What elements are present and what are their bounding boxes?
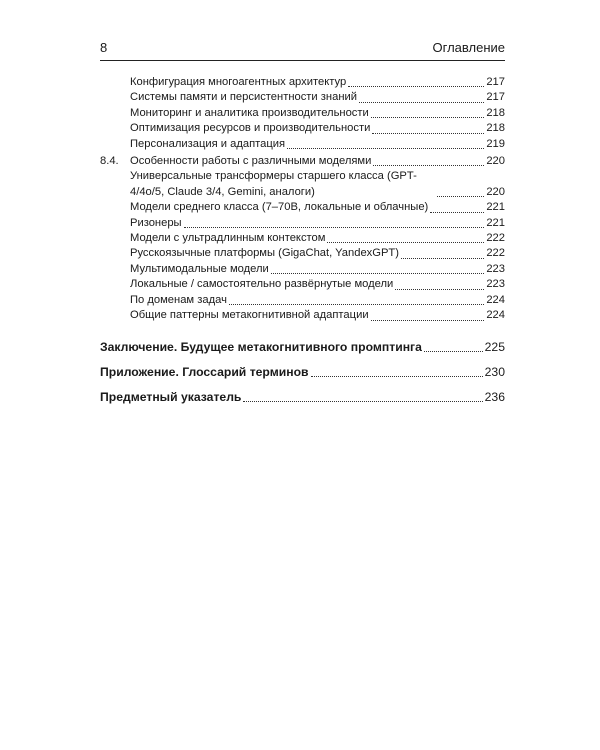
dot-leader <box>311 376 483 377</box>
dot-leader <box>229 304 484 305</box>
toc-major-title: Приложение. Глоссарий терминов <box>100 364 309 379</box>
toc-entry[interactable] <box>100 121 505 136</box>
toc-entry-page: 220 <box>486 155 505 168</box>
toc-section-number: 8.4. <box>100 155 119 168</box>
toc-entry-title: Ризонеры <box>130 216 182 229</box>
toc-entry-page: 224 <box>486 293 505 306</box>
toc-entry-title: Персонализация и адаптация <box>130 137 286 150</box>
toc-entry-page: 230 <box>484 364 505 379</box>
toc-entry-page: 224 <box>486 309 505 322</box>
toc-section-entry[interactable] <box>100 154 505 169</box>
dot-leader <box>401 258 484 259</box>
dot-leader <box>184 227 485 228</box>
toc-entry-page: 223 <box>486 262 505 275</box>
dot-leader <box>395 289 484 290</box>
toc-entry-title: Особенности работы с различными моделями <box>130 155 372 168</box>
toc-entry[interactable] <box>100 231 505 246</box>
toc-entry[interactable] <box>100 169 505 200</box>
dot-leader <box>359 102 484 103</box>
toc-entry[interactable] <box>100 216 505 231</box>
toc-entry[interactable] <box>100 75 505 90</box>
toc-entry[interactable] <box>100 277 505 292</box>
table-of-contents <box>100 75 505 405</box>
toc-entry-page: 217 <box>486 91 505 104</box>
toc-entry-page: 222 <box>486 232 505 245</box>
toc-entry-title: Мультимодальные модели <box>130 262 269 275</box>
dot-leader <box>437 196 484 197</box>
toc-major-title: Заключение. Будущее метакогнитивного промптинга <box>100 339 422 354</box>
toc-entry[interactable] <box>100 293 505 308</box>
toc-entry-page: 218 <box>486 122 505 135</box>
toc-entry-title: Системы памяти и персистентности знаний <box>130 91 357 104</box>
toc-entry-title: Русскоязычные платформы (GigaChat, YandexGPT) <box>130 247 399 260</box>
toc-major-entry[interactable] <box>100 339 505 355</box>
dot-leader <box>430 212 484 213</box>
dot-leader <box>348 86 484 87</box>
toc-entry-title: Конфигурация многоагентных архитектур <box>130 76 347 88</box>
toc-entry[interactable] <box>100 200 505 215</box>
toc-entry[interactable] <box>100 137 505 152</box>
toc-entry-title: Локальные / самостоятельно развёрнутые модели <box>130 278 394 291</box>
toc-entry-title: Мониторинг и аналитика производительности <box>130 106 369 119</box>
toc-entry-page: 219 <box>486 137 505 150</box>
dot-leader <box>373 165 484 166</box>
page-number: 8 <box>100 40 108 55</box>
dot-leader <box>327 242 484 243</box>
dot-leader <box>287 148 484 149</box>
toc-entry-page: 223 <box>486 278 505 291</box>
toc-entry[interactable] <box>100 106 505 121</box>
toc-entry-title: Оптимизация ресурсов и производительности <box>130 122 371 135</box>
toc-entry-title: Универсальные трансформеры старшего класса (GPT-4/4o/5, Claude 3/4, Gemini, аналоги) <box>130 170 417 198</box>
toc-entry-page: 221 <box>486 201 505 214</box>
dot-leader <box>372 133 484 134</box>
toc-entry-page: 217 <box>486 76 505 88</box>
dot-leader <box>371 117 485 118</box>
running-title: Оглавление <box>432 40 505 55</box>
toc-major-entry[interactable] <box>100 389 505 405</box>
toc-major-title: Предметный указатель <box>100 389 242 404</box>
toc-entry[interactable] <box>100 90 505 105</box>
toc-entry[interactable] <box>100 308 505 323</box>
toc-entry-title: По доменам задач <box>130 293 227 306</box>
toc-entry-page: 222 <box>486 247 505 260</box>
running-header <box>100 40 505 55</box>
toc-entry-title: Общие паттерны метакогнитивной адаптации <box>130 309 369 322</box>
dot-leader <box>424 351 483 352</box>
toc-entry-title: Модели с ультрадлинным контекстом <box>130 232 326 245</box>
toc-entry[interactable] <box>100 262 505 277</box>
dot-leader <box>243 401 482 402</box>
dot-leader <box>271 273 485 274</box>
toc-entry[interactable] <box>100 246 505 261</box>
dot-leader <box>371 320 485 321</box>
toc-entry-title: Модели среднего класса (7–70B, локальные и облачные) <box>130 201 429 214</box>
toc-entry-page: 236 <box>484 389 505 404</box>
toc-major-entry[interactable] <box>100 364 505 380</box>
toc-entry-page: 225 <box>484 339 505 354</box>
toc-entry-page: 220 <box>486 185 505 198</box>
header-rule <box>100 60 505 61</box>
toc-entry-page: 221 <box>486 216 505 229</box>
toc-entry-page: 218 <box>486 106 505 119</box>
